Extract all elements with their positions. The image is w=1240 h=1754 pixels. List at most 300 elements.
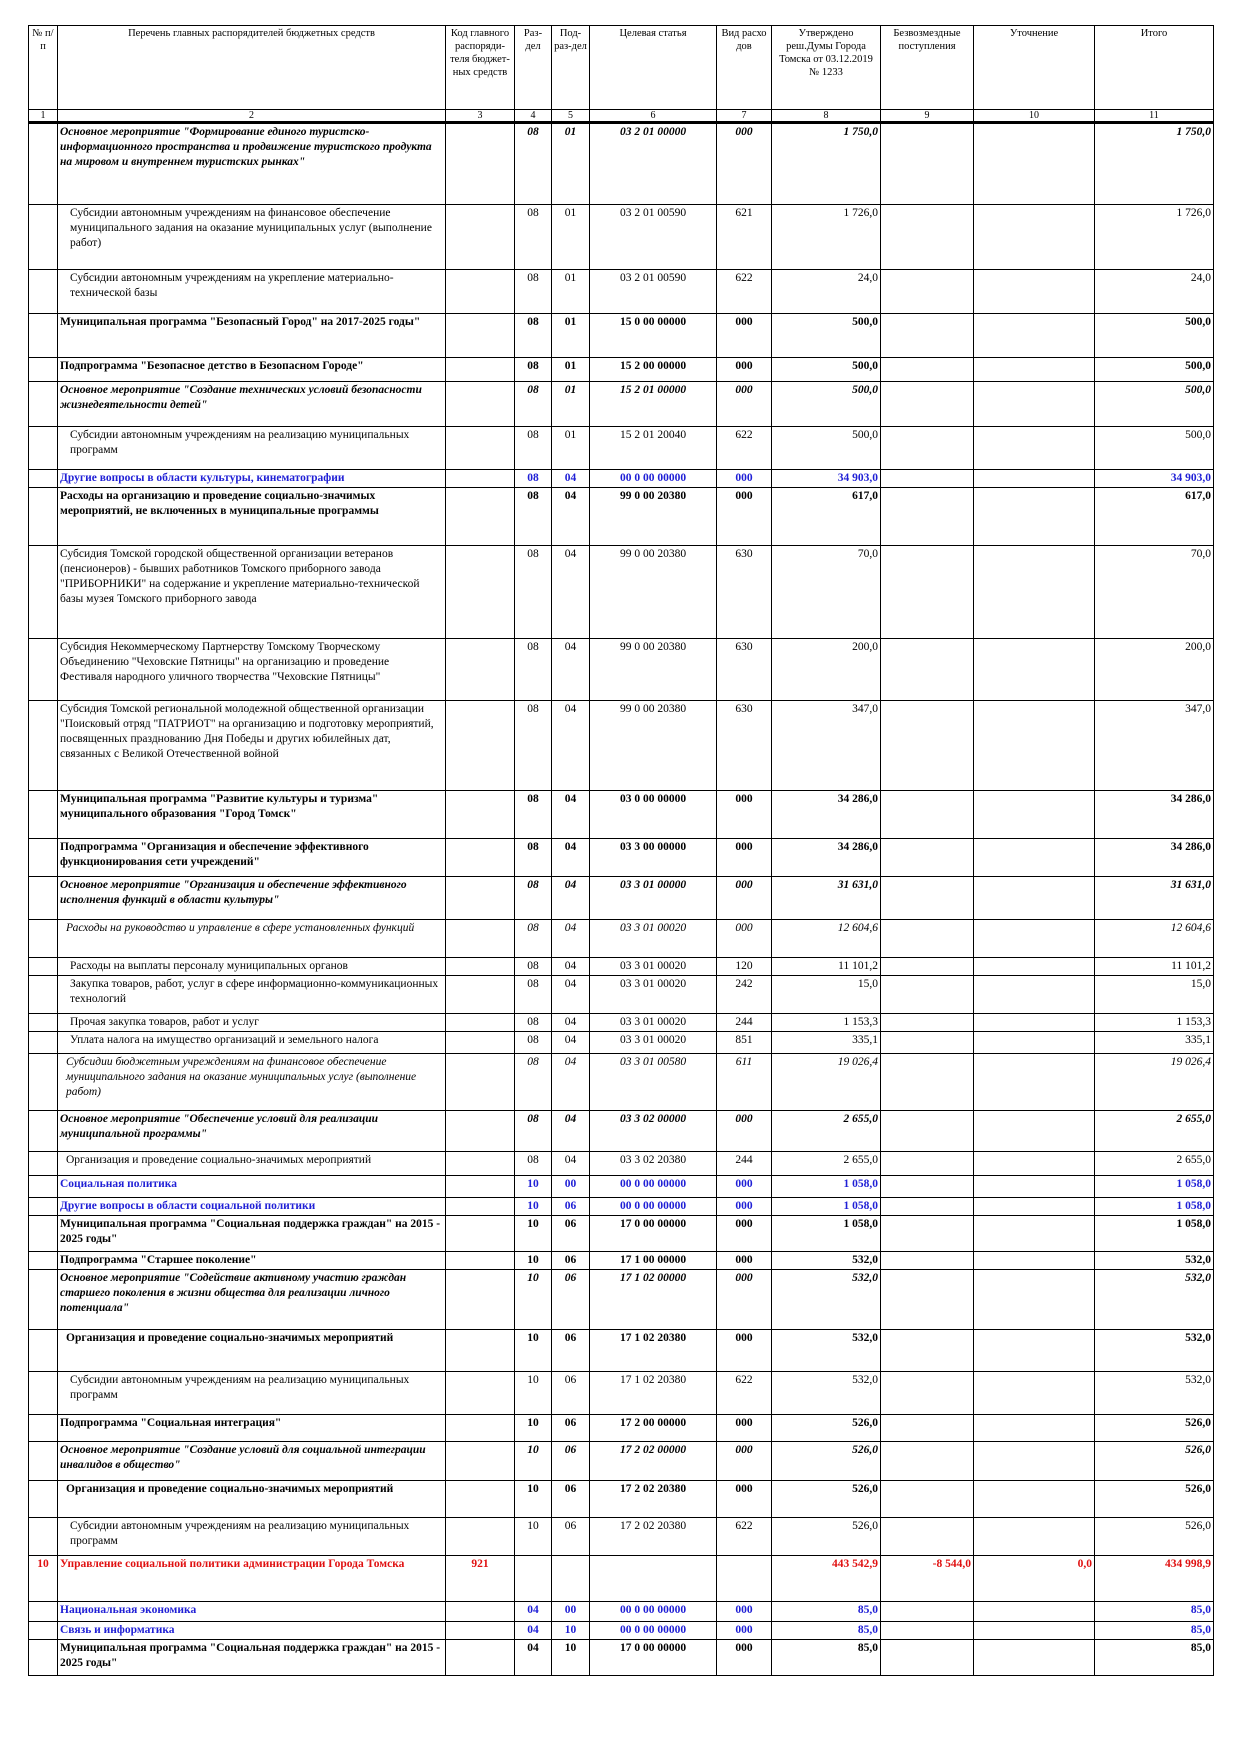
row-subsection: 01 (552, 270, 590, 314)
row-number (29, 546, 58, 639)
row-total: 12 604,6 (1095, 920, 1214, 958)
row-subsection: 04 (552, 976, 590, 1014)
row-section: 08 (515, 270, 552, 314)
row-number (29, 1032, 58, 1054)
row-chief-code (446, 470, 515, 488)
row-section: 08 (515, 639, 552, 701)
header-name: Перечень главных распорядителей бюджетных средств (58, 26, 446, 110)
row-chief-code (446, 1198, 515, 1216)
row-number (29, 1330, 58, 1372)
row-clarification (974, 1602, 1095, 1622)
row-subsection: 04 (552, 1032, 590, 1054)
row-gratuitous (881, 1602, 974, 1622)
row-approved: 2 655,0 (772, 1111, 881, 1152)
row-total: 1 726,0 (1095, 205, 1214, 270)
row-clarification (974, 958, 1095, 976)
row-name: Основное мероприятие "Формирование единого туристско-информационного пространства и продвижение туристского продукта на мировом и внутреннем туристских рынках" (58, 123, 446, 205)
row-clarification (974, 1442, 1095, 1481)
row-clarification (974, 1198, 1095, 1216)
row-total: 31 631,0 (1095, 877, 1214, 920)
row-clarification (974, 1054, 1095, 1111)
row-total: 532,0 (1095, 1252, 1214, 1270)
row-subsection: 10 (552, 1622, 590, 1640)
row-approved: 85,0 (772, 1622, 881, 1640)
row-gratuitous (881, 1622, 974, 1640)
row-target-article: 03 3 01 00020 (590, 976, 717, 1014)
row-chief-code (446, 358, 515, 382)
row-chief-code (446, 1622, 515, 1640)
row-total: 19 026,4 (1095, 1054, 1214, 1111)
row-clarification (974, 1014, 1095, 1032)
row-total: 200,0 (1095, 639, 1214, 701)
row-subsection: 04 (552, 958, 590, 976)
row-target-article: 03 2 01 00590 (590, 270, 717, 314)
row-subsection: 04 (552, 470, 590, 488)
row-section: 08 (515, 427, 552, 470)
row-target-article: 03 0 00 00000 (590, 791, 717, 839)
row-clarification (974, 877, 1095, 920)
row-total: 617,0 (1095, 488, 1214, 546)
row-subsection: 00 (552, 1176, 590, 1198)
column-number: 6 (590, 110, 717, 123)
row-number (29, 1014, 58, 1032)
row-expense-type: 000 (717, 1330, 772, 1372)
row-subsection (552, 1556, 590, 1602)
row-target-article: 00 0 00 00000 (590, 1622, 717, 1640)
row-gratuitous (881, 839, 974, 877)
row-gratuitous (881, 877, 974, 920)
row-expense-type: 630 (717, 639, 772, 701)
budget-table (28, 25, 1214, 1676)
column-number: 3 (446, 110, 515, 123)
column-number: 2 (58, 110, 446, 123)
row-gratuitous (881, 639, 974, 701)
table-row (29, 839, 1214, 877)
row-clarification (974, 1481, 1095, 1518)
row-total: 500,0 (1095, 314, 1214, 358)
column-number: 9 (881, 110, 974, 123)
row-expense-type: 000 (717, 791, 772, 839)
row-target-article: 17 2 02 00000 (590, 1442, 717, 1481)
table-row (29, 1640, 1214, 1676)
row-subsection: 04 (552, 920, 590, 958)
row-approved: 1 726,0 (772, 205, 881, 270)
row-number (29, 1481, 58, 1518)
row-subsection: 06 (552, 1481, 590, 1518)
row-expense-type: 622 (717, 427, 772, 470)
row-approved: 1 750,0 (772, 123, 881, 205)
row-section (515, 1556, 552, 1602)
row-chief-code (446, 701, 515, 791)
row-name: Основное мероприятие "Обеспечение условий для реализации муниципальной программы" (58, 1111, 446, 1152)
row-clarification (974, 1252, 1095, 1270)
row-target-article: 03 3 01 00580 (590, 1054, 717, 1111)
row-gratuitous (881, 1415, 974, 1442)
row-name: Расходы на руководство и управление в сфере установленных функций (58, 920, 446, 958)
row-expense-type: 000 (717, 839, 772, 877)
table-row (29, 1111, 1214, 1152)
row-chief-code (446, 1032, 515, 1054)
row-approved: 347,0 (772, 701, 881, 791)
row-chief-code (446, 1372, 515, 1415)
row-gratuitous (881, 1518, 974, 1556)
table-row (29, 920, 1214, 958)
row-expense-type: 000 (717, 358, 772, 382)
row-section: 08 (515, 1054, 552, 1111)
row-name: Подпрограмма "Безопасное детство в Безопасном Городе" (58, 358, 446, 382)
row-target-article: 00 0 00 00000 (590, 1602, 717, 1622)
row-total: 532,0 (1095, 1270, 1214, 1330)
row-name: Основное мероприятие "Создание технических условий безопасности жизнедеятельности детей" (58, 382, 446, 427)
row-clarification (974, 1330, 1095, 1372)
row-name: Другие вопросы в области социальной политики (58, 1198, 446, 1216)
row-total: 34 903,0 (1095, 470, 1214, 488)
row-number (29, 1216, 58, 1252)
row-clarification (974, 791, 1095, 839)
row-subsection: 06 (552, 1442, 590, 1481)
table-row (29, 1032, 1214, 1054)
row-expense-type: 000 (717, 470, 772, 488)
row-section: 08 (515, 877, 552, 920)
row-approved: 526,0 (772, 1481, 881, 1518)
row-name: Социальная политика (58, 1176, 446, 1198)
row-number (29, 1054, 58, 1111)
row-chief-code (446, 546, 515, 639)
row-number (29, 427, 58, 470)
row-number (29, 920, 58, 958)
table-row (29, 488, 1214, 546)
row-gratuitous (881, 1014, 974, 1032)
row-chief-code (446, 920, 515, 958)
table-row (29, 1270, 1214, 1330)
table-row (29, 314, 1214, 358)
row-target-article: 00 0 00 00000 (590, 1176, 717, 1198)
row-name: Подпрограмма "Организация и обеспечение эффективного функционирования сети учреждений" (58, 839, 446, 877)
row-section: 08 (515, 701, 552, 791)
header-row (29, 26, 1214, 110)
table-row (29, 358, 1214, 382)
row-target-article: 17 1 00 00000 (590, 1252, 717, 1270)
row-total: 15,0 (1095, 976, 1214, 1014)
row-number (29, 1111, 58, 1152)
table-row (29, 1415, 1214, 1442)
row-expense-type: 000 (717, 1270, 772, 1330)
row-expense-type: 000 (717, 1415, 772, 1442)
row-total: 532,0 (1095, 1372, 1214, 1415)
row-total: 500,0 (1095, 358, 1214, 382)
row-total: 500,0 (1095, 382, 1214, 427)
header-num: № п/п (29, 26, 58, 110)
row-expense-type: 000 (717, 488, 772, 546)
row-name: Подпрограмма "Социальная интеграция" (58, 1415, 446, 1442)
row-subsection: 01 (552, 123, 590, 205)
row-total: 1 153,3 (1095, 1014, 1214, 1032)
row-number (29, 1372, 58, 1415)
row-name: Основное мероприятие "Организация и обеспечение эффективного исполнения функций в области культуры" (58, 877, 446, 920)
row-subsection: 01 (552, 382, 590, 427)
row-gratuitous (881, 1252, 974, 1270)
row-approved: 200,0 (772, 639, 881, 701)
row-expense-type: 622 (717, 1518, 772, 1556)
row-expense-type: 242 (717, 976, 772, 1014)
row-target-article: 03 3 00 00000 (590, 839, 717, 877)
row-gratuitous (881, 488, 974, 546)
row-chief-code (446, 1602, 515, 1622)
row-expense-type: 000 (717, 1481, 772, 1518)
row-total: 526,0 (1095, 1481, 1214, 1518)
row-target-article: 03 3 01 00020 (590, 958, 717, 976)
row-number (29, 639, 58, 701)
table-body (29, 110, 1214, 1676)
row-name: Субсидии автономным учреждениям на укрепление материально-технической базы (58, 270, 446, 314)
row-gratuitous (881, 976, 974, 1014)
row-section: 10 (515, 1252, 552, 1270)
row-gratuitous (881, 205, 974, 270)
row-section: 08 (515, 123, 552, 205)
row-total: 24,0 (1095, 270, 1214, 314)
row-total: 70,0 (1095, 546, 1214, 639)
row-expense-type: 120 (717, 958, 772, 976)
row-approved: 526,0 (772, 1442, 881, 1481)
row-target-article: 17 0 00 00000 (590, 1640, 717, 1676)
row-clarification (974, 358, 1095, 382)
row-name: Муниципальная программа "Социальная поддержка граждан" на 2015 - 2025 годы" (58, 1640, 446, 1676)
row-target-article: 17 2 02 20380 (590, 1518, 717, 1556)
row-section: 08 (515, 382, 552, 427)
row-name: Организация и проведение социально-значимых мероприятий (58, 1152, 446, 1176)
row-expense-type: 000 (717, 1198, 772, 1216)
row-expense-type: 000 (717, 123, 772, 205)
row-approved: 24,0 (772, 270, 881, 314)
row-name: Муниципальная программа "Развитие культуры и туризма" муниципального образования "Город Томск" (58, 791, 446, 839)
row-approved: 15,0 (772, 976, 881, 1014)
row-name: Основное мероприятие "Создание условий для социальной интеграции инвалидов в общество" (58, 1442, 446, 1481)
table-row (29, 1252, 1214, 1270)
row-name: Расходы на организацию и проведение социально-значимых мероприятий, не включенных в муниципальные программы (58, 488, 446, 546)
table-row (29, 701, 1214, 791)
row-target-article: 03 3 01 00020 (590, 1014, 717, 1032)
row-chief-code (446, 839, 515, 877)
row-chief-code (446, 314, 515, 358)
header-subsection: Под-раз-дел (552, 26, 590, 110)
row-target-article: 03 3 01 00000 (590, 877, 717, 920)
row-number (29, 488, 58, 546)
header-approved: Утверждено реш.Думы Города Томска от 03.12.2019 № 1233 (772, 26, 881, 110)
row-clarification (974, 270, 1095, 314)
row-expense-type: 000 (717, 1640, 772, 1676)
row-target-article: 03 3 02 00000 (590, 1111, 717, 1152)
row-approved: 31 631,0 (772, 877, 881, 920)
column-number: 7 (717, 110, 772, 123)
row-subsection: 06 (552, 1518, 590, 1556)
row-chief-code (446, 1640, 515, 1676)
column-number: 10 (974, 110, 1095, 123)
row-number (29, 358, 58, 382)
row-gratuitous (881, 920, 974, 958)
row-chief-code (446, 1176, 515, 1198)
row-approved: 70,0 (772, 546, 881, 639)
row-approved: 1 058,0 (772, 1216, 881, 1252)
row-subsection: 04 (552, 1014, 590, 1032)
row-name: Организация и проведение социально-значимых мероприятий (58, 1330, 446, 1372)
table-row (29, 1014, 1214, 1032)
row-total: 85,0 (1095, 1602, 1214, 1622)
row-clarification (974, 1111, 1095, 1152)
row-name: Субсидия Некоммерческому Партнерству Томскому Творческому Объединению "Чеховские Пятницы" на организацию и проведение Фестиваля народного уличного творчества "Чеховские Пятницы" (58, 639, 446, 701)
row-gratuitous: -8 544,0 (881, 1556, 974, 1602)
row-approved: 34 286,0 (772, 791, 881, 839)
row-subsection: 06 (552, 1372, 590, 1415)
row-total: 85,0 (1095, 1622, 1214, 1640)
row-clarification (974, 839, 1095, 877)
row-gratuitous (881, 1640, 974, 1676)
row-clarification (974, 639, 1095, 701)
row-approved: 2 655,0 (772, 1152, 881, 1176)
row-gratuitous (881, 427, 974, 470)
row-clarification (974, 1372, 1095, 1415)
row-subsection: 10 (552, 1640, 590, 1676)
row-target-article: 00 0 00 00000 (590, 1198, 717, 1216)
table-row (29, 205, 1214, 270)
row-chief-code (446, 1054, 515, 1111)
row-expense-type: 000 (717, 920, 772, 958)
row-section: 08 (515, 839, 552, 877)
row-section: 04 (515, 1602, 552, 1622)
table-row (29, 1152, 1214, 1176)
row-name: Муниципальная программа "Безопасный Город" на 2017-2025 годы" (58, 314, 446, 358)
row-chief-code (446, 1518, 515, 1556)
row-number (29, 382, 58, 427)
row-clarification (974, 1415, 1095, 1442)
row-number (29, 270, 58, 314)
column-number: 4 (515, 110, 552, 123)
row-clarification (974, 427, 1095, 470)
row-section: 08 (515, 976, 552, 1014)
row-gratuitous (881, 123, 974, 205)
row-name: Субсидии автономным учреждениям на реализацию муниципальных программ (58, 1518, 446, 1556)
row-name: Расходы на выплаты персоналу муниципальных органов (58, 958, 446, 976)
row-subsection: 06 (552, 1415, 590, 1442)
row-target-article: 15 2 01 00000 (590, 382, 717, 427)
row-section: 08 (515, 791, 552, 839)
row-gratuitous (881, 1442, 974, 1481)
row-approved: 34 286,0 (772, 839, 881, 877)
row-subsection: 01 (552, 427, 590, 470)
row-section: 04 (515, 1640, 552, 1676)
row-number (29, 1152, 58, 1176)
row-section: 10 (515, 1415, 552, 1442)
row-subsection: 01 (552, 205, 590, 270)
row-approved: 1 058,0 (772, 1198, 881, 1216)
row-subsection: 00 (552, 1602, 590, 1622)
row-chief-code (446, 976, 515, 1014)
row-expense-type: 000 (717, 314, 772, 358)
row-subsection: 06 (552, 1198, 590, 1216)
table-row (29, 270, 1214, 314)
row-chief-code (446, 1442, 515, 1481)
row-section: 08 (515, 314, 552, 358)
row-target-article: 03 3 01 00020 (590, 1032, 717, 1054)
row-gratuitous (881, 382, 974, 427)
row-subsection: 06 (552, 1252, 590, 1270)
table-row (29, 1372, 1214, 1415)
row-clarification (974, 488, 1095, 546)
row-total: 347,0 (1095, 701, 1214, 791)
row-subsection: 04 (552, 791, 590, 839)
row-target-article: 03 3 01 00020 (590, 920, 717, 958)
table-row (29, 1216, 1214, 1252)
row-clarification (974, 470, 1095, 488)
row-clarification (974, 920, 1095, 958)
table-row (29, 546, 1214, 639)
row-number: 10 (29, 1556, 58, 1602)
row-gratuitous (881, 1032, 974, 1054)
row-gratuitous (881, 1152, 974, 1176)
row-section: 08 (515, 470, 552, 488)
row-clarification (974, 314, 1095, 358)
row-name: Другие вопросы в области культуры, кинематографии (58, 470, 446, 488)
row-approved: 526,0 (772, 1415, 881, 1442)
row-expense-type: 000 (717, 1252, 772, 1270)
row-expense-type: 000 (717, 382, 772, 427)
row-subsection: 06 (552, 1330, 590, 1372)
table-row (29, 1602, 1214, 1622)
row-approved: 335,1 (772, 1032, 881, 1054)
row-expense-type: 000 (717, 1602, 772, 1622)
row-expense-type: 611 (717, 1054, 772, 1111)
row-name: Субсидия Томской региональной молодежной общественной организации "Поисковый отряд "ПАТРИОТ" на организацию и подготовку мероприятий, посвященных празднованию Дня Победы и других юбилейных дат, связанных с Великой Отечественной войной (58, 701, 446, 791)
header-code: Код главного распоряди-теля бюджет-ных средств (446, 26, 515, 110)
table-row (29, 958, 1214, 976)
row-subsection: 04 (552, 546, 590, 639)
row-subsection: 04 (552, 701, 590, 791)
row-name: Субсидии автономным учреждениям на реализацию муниципальных программ (58, 427, 446, 470)
row-section: 10 (515, 1198, 552, 1216)
row-section: 08 (515, 958, 552, 976)
row-approved: 19 026,4 (772, 1054, 881, 1111)
row-approved: 1 153,3 (772, 1014, 881, 1032)
row-approved: 11 101,2 (772, 958, 881, 976)
row-approved: 526,0 (772, 1518, 881, 1556)
row-section: 08 (515, 358, 552, 382)
row-chief-code (446, 877, 515, 920)
row-section: 10 (515, 1481, 552, 1518)
row-expense-type: 630 (717, 701, 772, 791)
row-chief-code (446, 382, 515, 427)
row-chief-code (446, 1216, 515, 1252)
row-total: 34 286,0 (1095, 791, 1214, 839)
row-gratuitous (881, 1198, 974, 1216)
row-gratuitous (881, 701, 974, 791)
row-gratuitous (881, 1054, 974, 1111)
row-clarification (974, 205, 1095, 270)
row-name: Субсидии автономным учреждениям на финансовое обеспечение муниципального задания на оказание муниципальных услуг (выполнение работ) (58, 205, 446, 270)
row-clarification (974, 1032, 1095, 1054)
row-number (29, 976, 58, 1014)
row-section: 04 (515, 1622, 552, 1640)
row-total: 85,0 (1095, 1640, 1214, 1676)
row-section: 08 (515, 546, 552, 639)
row-section: 10 (515, 1216, 552, 1252)
row-number (29, 205, 58, 270)
row-chief-code (446, 1252, 515, 1270)
row-gratuitous (881, 270, 974, 314)
row-subsection: 04 (552, 877, 590, 920)
row-approved: 532,0 (772, 1252, 881, 1270)
header-section: Раз-дел (515, 26, 552, 110)
row-chief-code (446, 205, 515, 270)
row-number (29, 1176, 58, 1198)
